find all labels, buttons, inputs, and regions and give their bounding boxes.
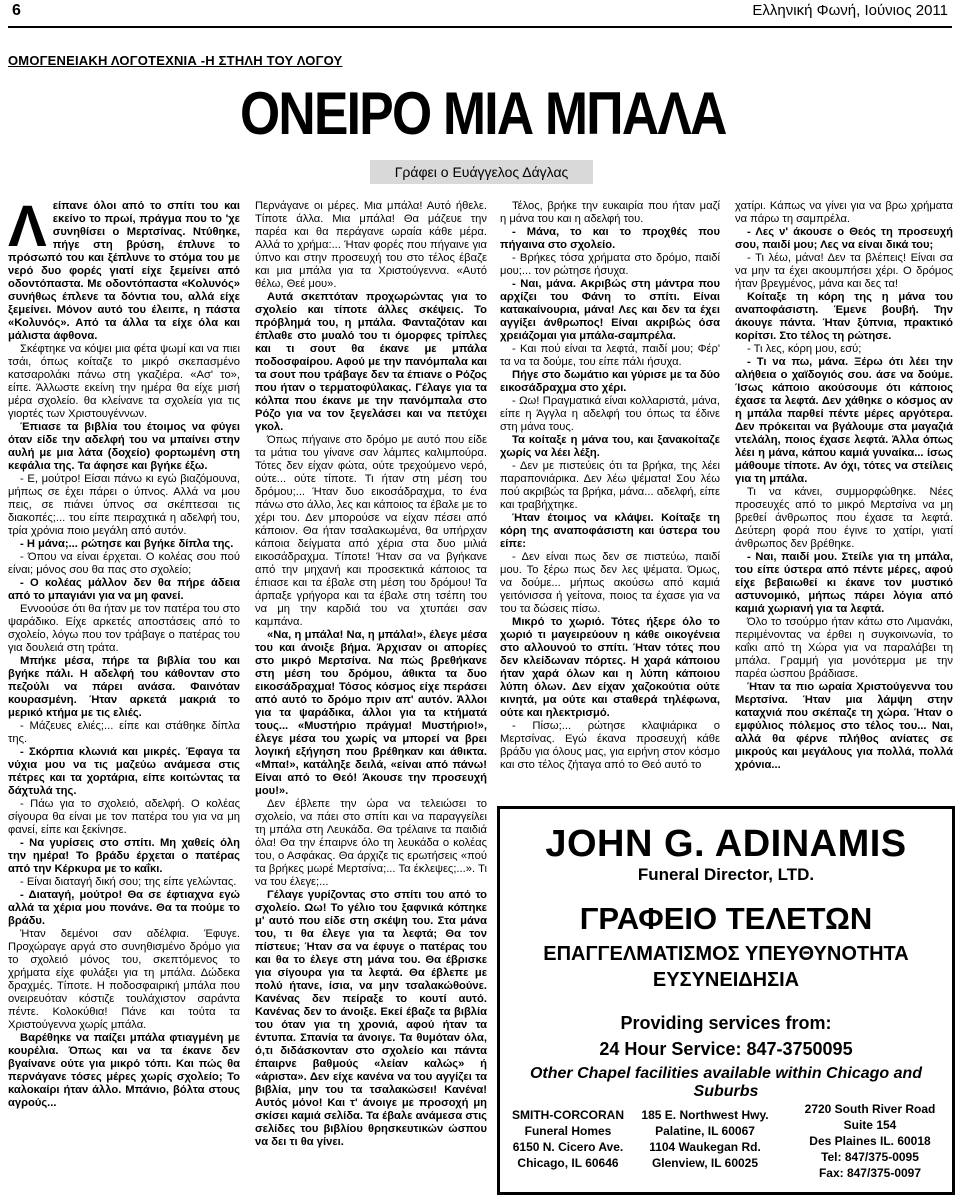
article-paragraph: - Λες ν' άκουσε ο Θεός τη προσευχή σου, παιδί μου; Λες να είναι δικά του;	[735, 226, 953, 251]
publication-date: Ελληνική Φωνή, Ιούνιος 2011	[752, 2, 948, 19]
location-line: SMITH-CORCORAN	[512, 1108, 624, 1122]
article-paragraph: Εννοούσε ότι θα ήταν με τον πατέρα του στο ψαράδικο. Είχε αρκετές αποστάσεις από το σχολείο, λόγω που τον τράβαγε ο πατέρας του για δουλειά στη τράτα.	[8, 603, 240, 654]
advert-services: Providing services from:	[620, 1013, 832, 1033]
article-paragraph: - Ναι, παιδί μου. Στείλε για τη μπάλα, του είπε ύστερα από πέντε μέρες, αφού είχε βεβαιωθεί κι έκανε τον μυστικό αστυνομικό, μήπως πάρει λόγια από καμιά χωριανή για τα λεφτά.	[735, 551, 953, 615]
article-paragraph: - Τι να πω, μάνα. Ξέρω ότι λέει την αλήθεια ο χαϊδογιός σου. άσε να δούμε. Ίσως κάποιο ακούσουμε ότι κάποιος έχασε τα λεφτά. Δεν χάθηκε ο κόσμος αν η μπάλα παρθεί πέντε μέρες αργότερα. Δεν πρόκειται να βγάλουμε στα μαγαζιά ντελάλη, ποιος έχασε λεφτά. Άλλα όπως λέει η μάνα, κάπου καμιά γυναίκα... ίσως μάθουμε τίποτε. Αν όχι, τότες να στείλεις για τη μπάλα.	[735, 356, 953, 485]
article-paragraph: Δεν έβλεπε την ώρα να τελειώσει το σχολείο, να πάει στο σπίτι και να παραγγείλει τη μπάλα στη Λευκάδα. Θα τρέλαινε τα παιδιά όλα! Θα την έπαιρνε όλο τη λευκάδα ο κολέας του, ο Ασφάκας. Θα άρχιζε τις ερωτήσεις «πού τα βρήκες μωρέ Μερτσίνα;... Τα έκλεψες;...». Τι να του έλεγε;...	[255, 798, 487, 888]
section-heading: ΟΜΟΓΕΝΕΙΑΚΗ ΛΟΓΟΤΕΧΝΙΑ -Η ΣΤΗΛΗ ΤΟΥ ΛΟΓΟΥ	[8, 53, 343, 68]
advert-phone: 24 Hour Service: 847-3750095	[599, 1039, 853, 1059]
location-line: Chicago, IL 60646	[517, 1156, 619, 1170]
location-line: 2720 South River Road	[804, 1102, 936, 1116]
article-paragraph: είπανε όλοι από το σπίτι του και εκείνο το πρωί, πράγμα που το 'χε συνηθίσει ο Μερτσίνας. Ντύθηκε, πήγε στη βρύση, έπλυνε το πρόσωπό του και ξέπλυνε το στόμα του με νερό δυο φορές γιατί είχε ξεμείνει από οδοντόπαστα. Με οδοντόπαστα «Κολυνός» συνήθως έπλενε τα δόντια του, αλλά είχε ξεμείνει. Μόνον αυτό του έλειπε, η πάστα «Κολυνός». Από τα άλλα τα είχε όλα και μάλιστα άφθονα.	[8, 200, 240, 342]
advert-greek-line-2: ΕΠΑΓΓΕΛΜΑΤΙΣΜΟΣ ΥΠΕΥΘΥΝΟΤΗΤΑ	[543, 943, 909, 965]
location-line: Funeral Homes	[524, 1124, 612, 1138]
article-paragraph: Περνάγανε οι μέρες. Μια μπάλα! Αυτό ήθελε. Τίποτε άλλα. Μια μπάλα! Θα μάζευε την παρέα και θα περάγανε ωραία κάθε μέρα. Αλλά το χρήμα:... Ήταν φορές που πήγαινε για ύπνο και στην προσευχή του στο τέλος έβαζε και μια μπάλα για τα Χριστούγεννα. «Αυτό θέλω, Θεέ μου».	[255, 200, 487, 290]
funeral-home-advert	[497, 806, 955, 1195]
article-paragraph: Γέλαγε γυρίζοντας στο σπίτι του από το σχολείο. Ωω! Το γέλιο του ξαφνικά κόπηκε μ' αυτό που είδε στη σκέψη του. Στα μάνα του, τι θα έλεγε για τα λεφτά; Θα τον πίστευε; Ήταν σα να έφυγε ο πατέρας του και θα το έλεγε στη μάνα του. Θα έβρισκε για σίγουρα για τα λεφτά. Θα έβλεπε με πολύ ήτανε, ίσια, να μην τσαλακώθούνε. Κανένας δεν πείραξε το κουτί αυτό. Κανένας δεν το άνοιξε. Εκεί έβαζε τα βιβλία του όταν για τη χρονιά, αφού ήταν τα έντυπα. Σπανία τα άνοιγε. Τα θυμόταν όλα, ό,τι διδάσκονταν στο σχολείο και πάντα έπαιρνε βαθμούς «λείαν καλώς» ή «άριστα». Δεν είχε κανένα να του αγγίζει τα βιβλία, μην του τα τσαλακώσει! Κανένα! Αυτός μόνο! Και τ' άνοιγε με προσοχή μη σκίσει καμιά σελίδα. Τα έβαλε ανάμεσα στις σελίδες του βιβλίου θρησκευτικών ώσπου να δει τι θα γίνει.	[255, 889, 487, 1148]
article-paragraph: Πήγε στο δωμάτιο και γύρισε με τα δύο εικοσάδραχμα στο χέρι.	[500, 369, 720, 394]
article-paragraph: - Η μάνα;... ρώτησε και βγήκε δίπλα της.	[20, 538, 234, 550]
advert-location-1	[508, 1107, 628, 1171]
article-paragraph: Μικρό το χωριό. Τότες ήξερε όλο το χωριό τι μαγειρεύουν η κάθε οικογένεια στο αλλουνού το σπίτι. Ήταν τότες που δεν κλείδωναν πόρτες. Η χαρά κάποιου ήταν χαρά όλων και η λύπη κάποιου λύπη όλων. Δεν είχαν χαζοκούτια ούτε κινητά, μα ούτε και σταθερά τηλέφωνα, ούτε και ηλεκτρισμό.	[500, 616, 720, 719]
location-line: Glenview, IL 60025	[651, 1156, 759, 1170]
article-paragraph: Όλο το τσούρμο ήταν κάτω στο Λιμανάκι, περιμένοντας να έρθει η συγκοινωνία, το καΐκι από τη Χώρα για να παραλάβει τη μπάλα. Γραμμή για μονότερμα με την παρέα ώσπου βράδιασε.	[735, 616, 953, 680]
article-paragraph: - Δεν είναι πως δεν σε πιστεύω, παιδί μου. Το ξέρω πως δεν λες ψέματα. Όμως, να δούμε... μήπως ακούσω από καμιά γειτόνισσα ή γείτονα, ποιος τα έχασε για να του τα δώσεις πίσω.	[500, 551, 720, 615]
article-paragraph: - Δεν με πιστεύεις ότι τα βρήκα, της λέει παραπονιάρικα. Δεν λέω ψέματα! Σου λέω πού ακριβώς τα βρήκα, μάνα... αδελφή, είπε και τραβήχτηκε.	[500, 460, 720, 511]
article-paragraph: - Ωω! Πραγματικά είναι κολλαριστά, μάνα, είπε η Άγγλα η αδελφή του όπως τα έδινε στη μάνα τους.	[500, 395, 720, 433]
article-paragraph: - Βρήκες τόσα χρήματα στο δρόμο, παιδί μου;... τον ρώτησε ήσυχα.	[500, 252, 720, 277]
article-column-1	[8, 194, 240, 1195]
advert-other-chapels: Other Chapel facilities available within Chicago and Suburbs	[529, 1065, 923, 1100]
article-paragraph: «Να, η μπάλα! Να, η μπάλα!», έλεγε μέσα του και άνοιξε βήμα. Άρχισαν οι απορίες στο μικρό Μερτσίνα. Να πώς βρεθήκανε στη μέση του δρόμου, άθικτα τα δυο εικοσάδραχμα! Τόσος κόσμος είχε περάσει από αυτό το δρόμο πριν απ' αυτόν. Άλλοι για τα ψαράδικα, άλλοι για τα κτήματά τους... «Μυστήριο πράγμα! Μυστήριο!», έλεγε μέσα του χωρίς να μπορεί να βρει λογική εξήγηση που βρέθηκαν και άθικτα. «Μπα!», κατάληξε δειλά, «είναι από πάνω! Είναι από το Θεό! Άκουσε την προσευχή μου!».	[255, 629, 487, 797]
byline: Γράφει ο Ευάγγελος Δάγλας	[370, 160, 593, 184]
article-paragraph: Τα κοίταξε η μάνα του, και ξανακοίταζε χωρίς να λέει λέξη.	[500, 434, 720, 459]
header-divider	[8, 26, 952, 28]
location-line: 1104 Waukegan Rd.	[649, 1140, 761, 1154]
advert-name: JOHN G. ADINAMIS	[545, 823, 907, 865]
article-paragraph: - Να γυρίσεις στο σπίτι. Μη χαθείς όλη την ημέρα! Το βράδυ έρχεται ο πατέρας από την Κέρκυρα με το καΐκι.	[8, 837, 240, 875]
page-number: 6	[12, 2, 21, 19]
article-paragraph: Αυτά σκεπτόταν προχωρώντας για το σχολείο και τίποτε άλλες σκέψεις. Το πρόβλημά του, η μπάλα. Φανταζόταν και έπλαθε στο μυαλό του τι όμορφες τρίπλες και τι σουτ θα έκανε με μπάλα ποδοσφαίρου. Αφού με την πανόμπαλα και τα σουτ που τράβαγε δεν τα έπιανε ο Ρόζος που ήταν ο τερματοφύλακας. Γέλαγε για τα κόλπα που έκανε με την πανόμπαλα στο Ρόζο για να τον ξεγελάσει και να πετύχει γκολ.	[255, 291, 487, 433]
article-paragraph: - Και πού είναι τα λεφτά, παιδί μου; Φέρ' τα να τα δούμε, του είπε πάλι ήσυχα.	[500, 343, 720, 368]
article-paragraph: - Τι λες, κόρη μου, εσύ;	[747, 343, 862, 355]
article-paragraph: Ήταν τα πιο ωραία Χριστούγεννα του Μερτσίνα. Ήταν μια λάμψη στην καταχνιά που σκέπαζε τη χώρα. Ήταν ο εμφύλιος πόλεμος στο τέλος του... Ναι, αλλά θα φέρνε πλήθος ανίατες σε μικρούς και μεγάλους για πολλά, πολλά χρόνια...	[735, 681, 953, 771]
advert-subtitle: Funeral Director, LTD.	[637, 865, 815, 884]
location-line: Palatine, IL 60067	[655, 1124, 755, 1138]
article-paragraph: Σκέφτηκε να κόψει μια φέτα ψωμί και να πιει τσάι, όπως κοίταζε το μικρό σκεπασμένο κατσαρολάκι πάνω στη γκαζιέρα. «Ασ' το», είπε. Άλλωστε εκείνη την ημέρα θα είχε μισή μέρα σχολείο. θα κλείνανε τα σχολεία για τις γιορτές των Χριστουγέννων.	[8, 343, 240, 420]
location-line: Des Plaines IL. 60018	[809, 1134, 931, 1148]
advert-greek-heading: ΓΡΑΦΕΙΟ ΤΕΛΕΤΩΝ	[579, 901, 873, 936]
article-paragraph: Ήταν έτοιμος να κλάψει. Κοίταξε τη κόρη της αναποφάσιστη και ύστερα του είπε:	[500, 512, 720, 550]
location-line: Suite 154	[843, 1118, 897, 1132]
location-line: Tel: 847/375-0095	[821, 1150, 919, 1164]
location-line: 6150 N. Cicero Ave.	[512, 1140, 624, 1154]
article-paragraph: χατίρι. Κάπως να γίνει για να βρω χρήματα να πάρω τη σαμπρέλα.	[735, 200, 953, 225]
article-paragraph: Βαρέθηκε να παίζει μπάλα φτιαγμένη με κουρέλια. Όπως και να τα έκανε δεν βγαίνανε ούτε για μικρό τόπι. Και πώς θα περνάγανε τόσες μέρες χωρίς σχολείο; Το καλοκαίρι ήταν άλλο. Μπάνιο, βόλτα στους αγρούς...	[8, 1032, 240, 1109]
article-column-2	[255, 200, 487, 1148]
article-paragraph: Κοίταξε τη κόρη της η μάνα του αναποφάσιστη. Έμενε βουβή. Την άκουγε πάντα. Ήταν ξύπνια, πρακτικό κορίτσι. Στο τέλος τη ρώτησε.	[735, 291, 953, 342]
article-paragraph: - Όπου να είναι έρχεται. Ο κολέας σου πού είναι; μόνος σου θα πας στο σχολείο;	[8, 551, 240, 576]
article-paragraph: - Μάνα, το και το προχθές που πήγαινα στο σχολείο.	[500, 226, 720, 251]
article-paragraph: - Μάζευες ελιές;... είπε και στάθηκε δίπλα της.	[8, 720, 240, 745]
article-paragraph: - Διαταγή, μούτρο! Θα σε έφτιαχνα εγώ αλλά τα χέρια μου πονάνε. Θα τα πούμε το βράδυ.	[8, 889, 240, 927]
location-line: Fax: 847/375-0097	[818, 1166, 922, 1180]
article-paragraph: Τι να κάνει, συμμορφώθηκε. Νέες προσευχές από το μικρό Μερτσίνα να μη βρεθεί άνθρωπος που έχασε τα λεφτά. Δεύτερη φορά που έγινε το χατίρι, γιατί άνθρωπος δεν βρέθηκε.	[735, 486, 953, 550]
article-paragraph: Έπιασε τα βιβλία του έτοιμος να φύγει όταν είδε την αδελφή του να μπαίνει στην αυλή με μια λάτα (δοχείο) φορτωμένη στη κεφάλια της. Τα άφησε και βγήκε έξω.	[8, 421, 240, 472]
article-paragraph: Όπως πήγαινε στο δρόμο με αυτό που είδε τα μάτια του γίνανε σαν λάμπες καλιμπούρα. Τότες δεν είχαν φώτα, ούτε τρεχούμενο νερό, ούτε... ούτε τίποτε. Τι ήταν στη μέση του δρόμου;... Ήταν δυο εικοσάδραχμα, το ένα πάνω στο άλλο, λες και κάποιος τα έβαλε με το χέρι του. Δεν μπορούσε να είχαν πέσει από κάποιον. Θα ήταν τσαλακωμένα, θα υπήρχαν κάποια δείγματα από χέρια στα δυο μιλιά εικοσάδραχμα. Τίποτε! Ήταν σα να βγήκανε από την μηχανή και προσεκτικά κάποιος τα έπιασε και τα έβαλε στη μέση του δρόμου! Τα άρπαξε γρήγορα και τα έβαλε στη τσέπη του να μη την καρδιά του να χτυπάει σαν καμπάνα.	[255, 434, 487, 628]
article-paragraph: - Πίσω;... ρώτησε κλαψιάρικα ο Μερτσίνας. Εγώ έκανα προσευχή κάθε βράδυ για όλους μας, για ειρήνη στον κόσμο και στο τέλος ζήταγα από το Θεό αυτό το	[500, 720, 720, 771]
article-paragraph: - Πάω για το σχολειό, αδελφή. Ο κολέας σίγουρα θα είναι με τον πατέρα του για να μη φανεί, είπε και ξεκίνησε.	[8, 798, 240, 836]
advert-greek-line-3: ΕΥΣΥΝΕΙΔΗΣΙΑ	[652, 969, 800, 991]
article-paragraph: Μπήκε μέσα, πήρε τα βιβλία του και βγήκε πάλι. Η αδελφή του κάθονταν στο πεζούλι να πάρει ανάσα. Φαινόταν κουρασμένη. Ήταν αρκετά μακριά το μερικό κτήμα με τις ελιές.	[8, 655, 240, 719]
advert-location-2	[635, 1107, 775, 1171]
location-line: 185 E. Northwest Hwy.	[641, 1108, 769, 1122]
advert-location-3	[790, 1101, 950, 1181]
article-paragraph: - Τι λέω, μάνα! Δεν τα βλέπεις! Είναι σα να μην τα έχει ακουμπήσει χέρι. Ο δρόμος ήταν βρεγμένος, μάνα και δες τα!	[735, 252, 953, 290]
article-paragraph: Ήταν δεμένοι σαν αδέλφια. Έφυγε. Προχώραγε αργά στο συνηθισμένο δρόμο για το σχολειό μόνος του, σκεπτόμενος το χρήματα είχε φυλάξει για τη μπάλα. Δώδεκα δραχμές. Τίποτε. Η ποδοσφαιρική μπάλα που ονειρευόταν κόστιζε τουλάχιστον σαράντα πέντε. Κολοκύθια! Πάνε και τούτα τα Χριστούγεννα χωρίς μπάλα.	[8, 928, 240, 1031]
article-paragraph: - Ναι, μάνα. Ακριβώς στη μάντρα που αρχίζει του Φάνη το σπίτι. Είναι κατακαίνουρια, μάνα! Λες και δεν τα έχει αγγίξει άνθρωπος! Είναι ακριβώς όσα χρειάζομαι για μπάλα-σαμπρέλα.	[500, 278, 720, 342]
drop-cap: Λ	[8, 194, 47, 259]
article-paragraph: - Είναι διαταγή δική σου; της είπε γελώντας.	[20, 876, 237, 888]
article-paragraph: - Σκόρπια κλωνιά και μικρές. Έφαγα τα νύχια μου να τις μαζεύω ανάμεσα στις πέτρες και τα χορτάρια, είπε κοιτώντας τα δάχτυλά της.	[8, 746, 240, 797]
article-paragraph: - Ο κολέας μάλλον δεν θα πήρε άδεια από το μπαγιάνι για να μη φανεί.	[8, 577, 240, 602]
article-paragraph: - Ε, μούτρο! Είσαι πάνω κι εγώ βιαζόμουνα, μήπως σε έχει πάρει ο ύπνος. Αλλά να μου πεις, σε πιάνει ύπνος σα σκέπτεσαι τις διακοπές;... του είπε πειραχτικά η αδελφή του, τρία χρόνια ποιο μεγάλη από αυτόν.	[8, 473, 240, 537]
article-title: ΟΝΕΙΡΟ ΜΙΑ ΜΠΑΛΑ	[240, 80, 726, 147]
article-paragraph: Τέλος, βρήκε την ευκαιρία που ήταν μαζί η μάνα του και η αδελφή του.	[500, 200, 720, 225]
article-column-3	[500, 200, 720, 800]
